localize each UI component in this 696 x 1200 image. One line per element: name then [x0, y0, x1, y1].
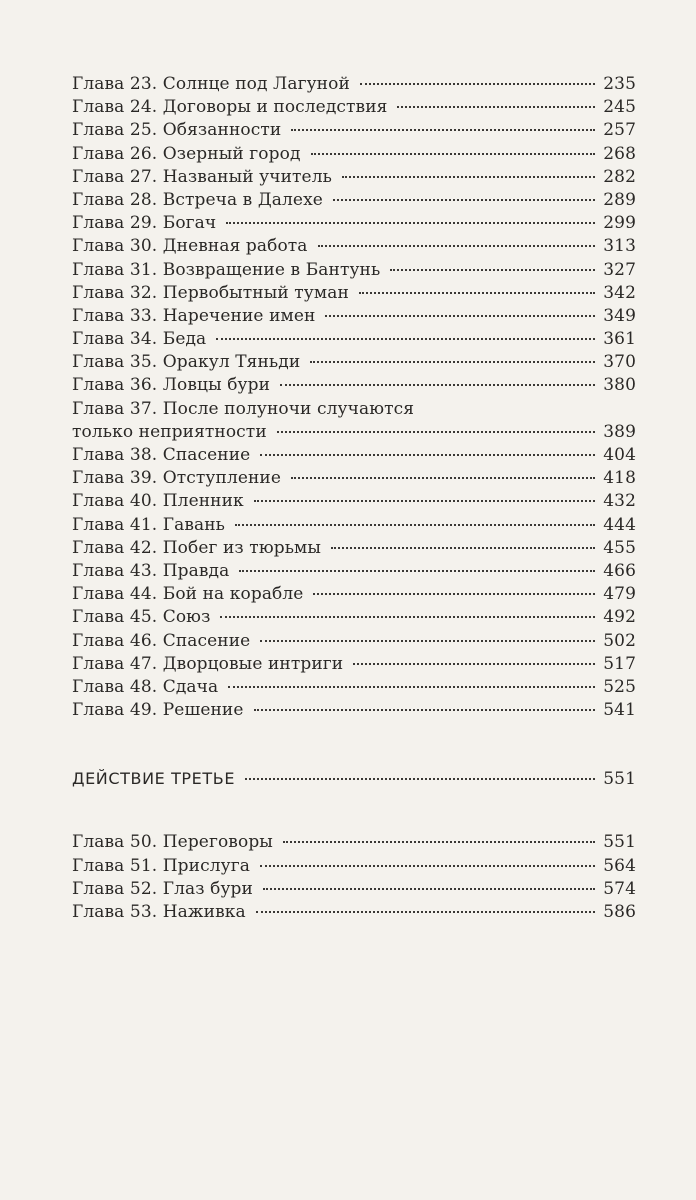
toc-entry-page: 235: [603, 74, 636, 94]
toc-entry-title: Глава 43. Правда: [72, 560, 230, 581]
dot-leader: [280, 384, 595, 386]
toc-entry-page: 245: [603, 97, 636, 118]
toc-entry-title: Глава 50. Переговоры: [72, 832, 273, 853]
toc-entry: [72, 607, 636, 630]
dot-leader: [311, 153, 596, 155]
toc-entry-page: 525: [603, 676, 636, 697]
toc-entry-title: Глава 44. Бой на корабле: [72, 584, 304, 605]
toc-entry-title: Глава 25. Обязанности: [72, 120, 282, 141]
toc-entry: [72, 491, 636, 514]
toc-entry-title: Глава 49. Решение: [72, 700, 244, 721]
toc-entry: [72, 561, 636, 584]
toc-entry-title: Глава 27. Названый учитель: [72, 166, 332, 187]
toc-entry: [72, 144, 636, 167]
toc-entry-title: Глава 51. Прислуга: [72, 855, 250, 876]
toc-entry-page: 268: [603, 143, 636, 164]
toc-entry-page: 370: [603, 352, 636, 373]
dot-leader: [239, 570, 595, 572]
dot-leader: [325, 315, 595, 317]
toc-entry: [72, 677, 636, 700]
toc-entry-title: Глава 48. Сдача: [72, 676, 219, 697]
dot-leader: [291, 129, 595, 131]
toc-entry: [72, 515, 636, 538]
dot-leader: [228, 686, 595, 688]
toc-entry: [72, 856, 636, 879]
toc-entry-title: Глава 38. Спасение: [72, 445, 251, 465]
toc-entry-title: Глава 35. Оракул Тяньди: [72, 352, 301, 373]
toc-entry-page: 313: [603, 236, 636, 257]
toc-entry: [72, 879, 636, 902]
toc-entry-wrapped-second-line: [72, 422, 636, 445]
dot-leader: [390, 269, 595, 271]
toc-entry-title: Глава 23. Солнце под Лагуной: [72, 74, 350, 94]
toc-entry-page: 517: [603, 653, 636, 674]
toc-entry-page: 444: [603, 514, 636, 535]
toc-entry: [72, 97, 636, 120]
dot-leader: [359, 292, 595, 294]
toc-entry-title: Глава 31. Возвращение в Бантунь: [72, 259, 381, 280]
dot-leader: [331, 547, 595, 549]
dot-leader: [277, 431, 596, 433]
toc-entry-title: Глава 26. Озерный город: [72, 143, 301, 164]
toc-entry-page: 541: [603, 700, 636, 721]
toc-entry-page: 574: [603, 878, 636, 899]
toc-entry-page: 466: [603, 560, 636, 581]
toc-entry-title: только неприятности: [72, 421, 267, 442]
toc-entry: [72, 213, 636, 236]
toc-entry: [72, 236, 636, 259]
toc-entry-page: 551: [603, 832, 636, 853]
dot-leader: [360, 83, 595, 85]
toc-entry: [72, 352, 636, 375]
toc-entry-page: 257: [603, 120, 636, 141]
toc-entry: [72, 306, 636, 329]
toc-entry-title: Глава 29. Богач: [72, 213, 217, 234]
toc-entry: [72, 902, 636, 925]
dot-leader: [254, 500, 596, 502]
dot-leader: [220, 616, 595, 618]
dot-leader: [291, 477, 595, 479]
dot-leader: [226, 222, 595, 224]
toc-group-3: [72, 832, 636, 925]
dot-leader: [256, 911, 596, 913]
dot-leader: [216, 338, 595, 340]
toc-entry: [72, 74, 636, 97]
toc-entry-title: Глава 36. Ловцы бури: [72, 375, 271, 396]
dot-leader: [263, 888, 595, 890]
toc-entry-page: 492: [603, 607, 636, 628]
toc-entry: [72, 260, 636, 283]
dot-leader: [333, 199, 595, 201]
table-of-contents: [72, 74, 636, 925]
dot-leader: [260, 640, 595, 642]
toc-entry-page: 564: [603, 855, 636, 876]
toc-entry-title: Глава 53. Наживка: [72, 902, 246, 922]
toc-entry-page: 380: [603, 375, 636, 396]
toc-entry-title: Глава 41. Гавань: [72, 514, 226, 535]
toc-entry: [72, 584, 636, 607]
toc-entry-page: 389: [603, 421, 636, 442]
section-page: 551: [603, 769, 636, 790]
toc-entry: [72, 190, 636, 213]
toc-entry-page: 404: [603, 445, 636, 465]
section-heading: [72, 769, 636, 792]
toc-entry-page: 361: [603, 329, 636, 350]
dot-leader: [397, 106, 595, 108]
dot-leader: [283, 841, 595, 843]
toc-entry-title: Глава 30. Дневная работа: [72, 236, 308, 257]
toc-entry-page: 282: [603, 166, 636, 187]
dot-leader: [318, 245, 596, 247]
toc-entry-title: Глава 47. Дворцовые интриги: [72, 653, 344, 674]
toc-entry-title: Глава 46. Спасение: [72, 630, 251, 651]
toc-entry-page: 418: [603, 468, 636, 489]
toc-entry: [72, 832, 636, 855]
toc-entry-page: 349: [603, 305, 636, 326]
toc-entry-title: Глава 40. Пленник: [72, 491, 244, 512]
toc-entry-title: Глава 39. Отступление: [72, 468, 282, 489]
toc-entry-page: 299: [603, 213, 636, 234]
toc-entry-title: Глава 45. Союз: [72, 607, 211, 628]
toc-entry: [72, 120, 636, 143]
toc-entry-page: 502: [603, 630, 636, 651]
toc-group-1: [72, 74, 636, 399]
toc-entry-page: 455: [603, 537, 636, 558]
toc-entry: [72, 329, 636, 352]
toc-group-2: [72, 445, 636, 723]
toc-entry-title: Глава 34. Беда: [72, 329, 207, 350]
toc-entry-title: Глава 42. Побег из тюрьмы: [72, 537, 322, 558]
toc-entry-page: 479: [603, 584, 636, 605]
dot-leader: [254, 709, 596, 711]
toc-entry: [72, 375, 636, 398]
toc-entry: [72, 700, 636, 723]
dot-leader: [245, 778, 595, 780]
section-title: ДЕЙСТВИЕ ТРЕТЬЕ: [72, 769, 236, 789]
toc-entry: [72, 167, 636, 190]
toc-entry: [72, 538, 636, 561]
dot-leader: [313, 593, 595, 595]
dot-leader: [342, 176, 595, 178]
toc-entry: [72, 631, 636, 654]
toc-entry: [72, 468, 636, 491]
dot-leader: [260, 454, 595, 456]
toc-entry-title: Глава 33. Наречение имен: [72, 305, 316, 326]
toc-entry: [72, 445, 636, 468]
toc-entry-page: 289: [603, 189, 636, 210]
toc-entry-title: Глава 32. Первобытный туман: [72, 282, 349, 303]
dot-leader: [353, 663, 595, 665]
dot-leader: [310, 361, 595, 363]
toc-entry-title: Глава 37. После полуночи случаются: [72, 398, 415, 419]
toc-entry-title: Глава 24. Договоры и последствия: [72, 97, 388, 118]
toc-entry-page: 342: [603, 282, 636, 303]
toc-entry-page: 327: [603, 259, 636, 280]
dot-leader: [260, 865, 595, 867]
toc-entry-wrapped-first-line: [72, 399, 636, 422]
toc-entry-page: 432: [603, 491, 636, 512]
dot-leader: [235, 524, 595, 526]
toc-entry-title: Глава 52. Глаз бури: [72, 878, 253, 899]
toc-entry-title: Глава 28. Встреча в Далехе: [72, 189, 323, 210]
toc-entry: [72, 283, 636, 306]
toc-entry: [72, 654, 636, 677]
toc-entry-page: 586: [603, 902, 636, 922]
